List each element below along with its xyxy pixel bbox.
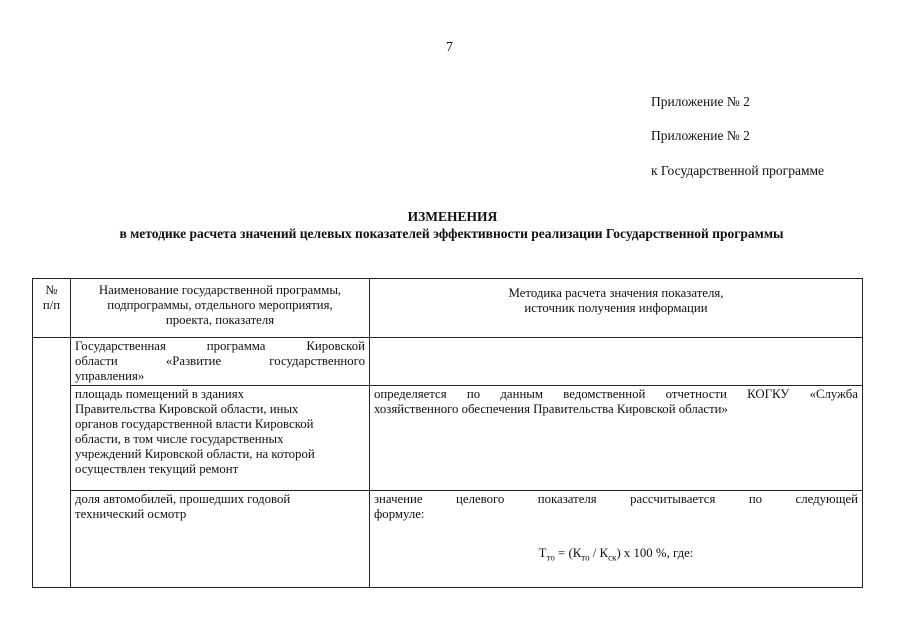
indicator-name-line: доля автомобилей, прошедших годовой	[75, 492, 291, 506]
indicator-name-line: осуществлен текущий ремонт	[75, 462, 239, 476]
indicator-method-line: значение целевого показателя рассчитывается по следующей	[374, 492, 858, 506]
header-number-abbr: п/п	[42, 298, 61, 312]
indicator-name-line: технический осмотр	[75, 507, 187, 521]
indicator-method-cell	[370, 386, 863, 491]
document-title	[0, 208, 905, 242]
indicator-method-cell	[370, 491, 863, 588]
indicator-name-line: области, в том числе государственных	[75, 432, 284, 446]
indicator-name-line: Правительства Кировской области, иных	[75, 402, 299, 416]
indicator-name-line: органов государственной власти Кировской	[75, 417, 314, 431]
program-name-cell	[71, 338, 370, 386]
table-row	[33, 338, 863, 386]
page-number: 7	[446, 40, 453, 55]
header-method-cell	[370, 279, 863, 338]
header-name-line: Наименование государственной программы,	[98, 283, 342, 297]
header-name-cell	[71, 279, 370, 338]
indicator-name-line: площадь помещений в зданиях	[75, 387, 245, 401]
header-number-cell	[33, 279, 71, 338]
appendix-line-3: к Государственной программе	[651, 163, 825, 178]
table-row	[33, 386, 863, 491]
header-method-line: источник получения информации	[524, 301, 708, 315]
header-number-symbol: №	[45, 283, 58, 297]
appendix-line-2: Приложение № 2	[651, 128, 750, 143]
indicator-name-cell	[71, 491, 370, 588]
header-name-line: подпрограммы, отдельного мероприятия,	[107, 298, 333, 312]
number-cell	[33, 338, 71, 588]
indicator-name-line: учреждений Кировской области, на которой	[75, 447, 315, 461]
header-name-line: проекта, показателя	[165, 313, 275, 327]
table-header-row	[33, 279, 863, 338]
indicator-method-line: формуле:	[374, 507, 425, 521]
program-method-cell	[370, 338, 863, 386]
changes-table	[32, 278, 863, 588]
program-name-line: Государственная программа Кировской	[75, 339, 365, 353]
indicator-method-line: хозяйственного обеспечения Правительства Кировской области»	[374, 402, 728, 416]
appendix-line-1: Приложение № 2	[651, 94, 750, 109]
indicator-name-cell	[71, 386, 370, 491]
program-name-line: управления»	[75, 369, 145, 383]
title-subheading: в методике расчета значений целевых показателей эффективности реализации Государственной программы	[119, 226, 784, 241]
title-heading: ИЗМЕНЕНИЯ	[407, 209, 498, 224]
header-method-line: Методика расчета значения показателя,	[508, 286, 724, 300]
table-row	[33, 491, 863, 588]
program-name-line: области «Развитие государственного	[75, 354, 365, 368]
indicator-method-line: определяется по данным ведомственной отчетности КОГКУ «Служба	[374, 387, 858, 401]
calculation-formula: $Т_{то} = (К_{то} / К_{ск})$ х 100 %, где:	[538, 546, 694, 563]
